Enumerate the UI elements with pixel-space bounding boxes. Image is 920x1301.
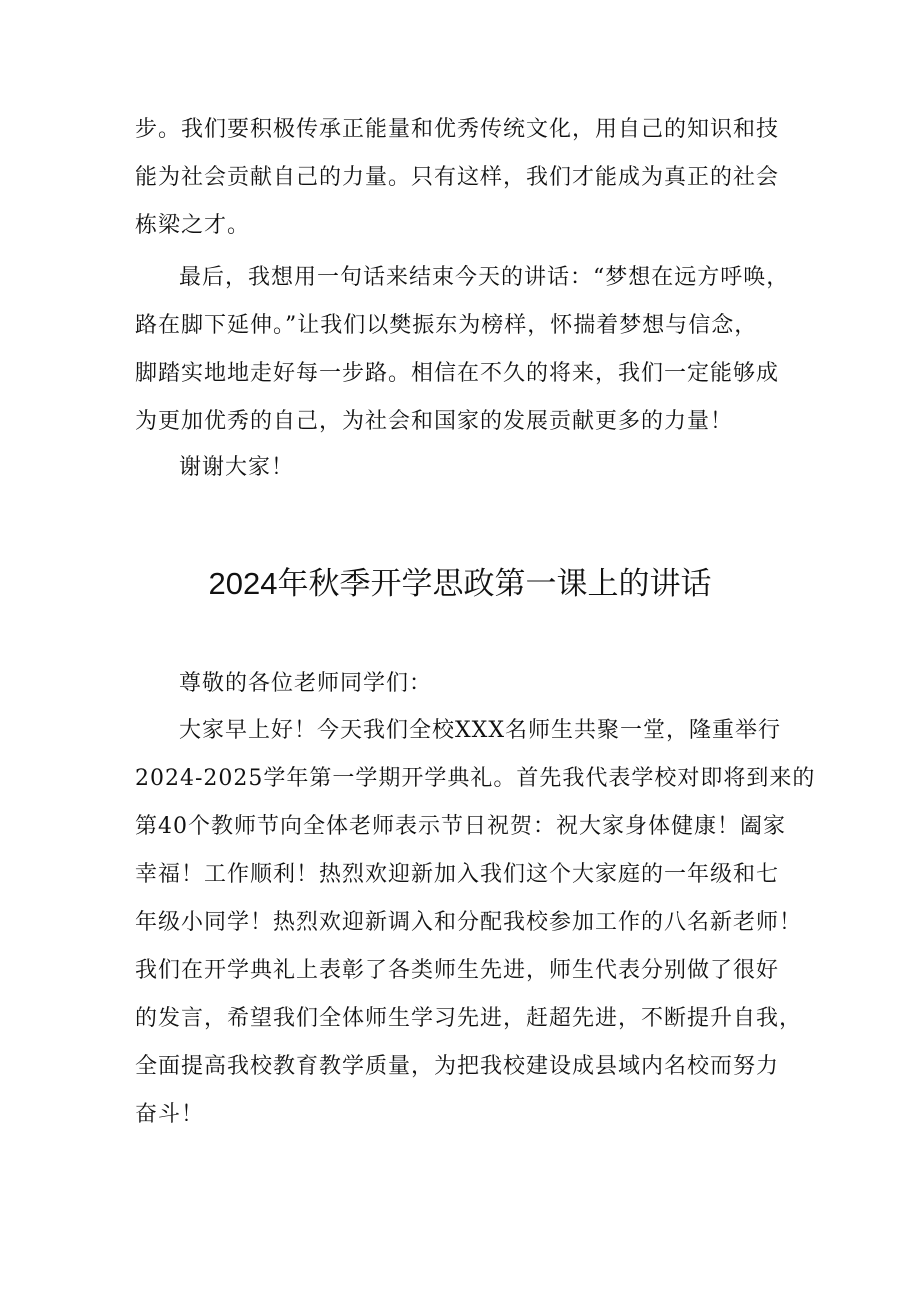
text-line: 全面提高我校教育教学质量，为把我校建设成县域内名校而努力 bbox=[135, 1054, 780, 1079]
text-line: 步。我们要积极传承正能量和优秀传统文化，用自己的知识和技 bbox=[135, 117, 780, 142]
prev-paragraph-1 bbox=[135, 106, 795, 250]
text-line: 最后，我想用一句话来结束今天的讲话：“梦想在远方呼唤， bbox=[179, 265, 790, 290]
text-line: 幸福！工作顺利！热烈欢迎新加入我们这个大家庭的一年级和七 bbox=[135, 862, 780, 887]
text-line: 奋斗！ bbox=[135, 1102, 205, 1127]
text-line: 栋梁之才。 bbox=[135, 213, 251, 238]
body-paragraph bbox=[135, 707, 816, 1139]
text-line: 为更加优秀的自己，为社会和国家的发展贡献更多的力量！ bbox=[135, 409, 734, 434]
prev-paragraph-2 bbox=[135, 254, 795, 446]
text-line: 第40个教师节向全体老师表示节日祝贺：祝大家身体健康！阖家 bbox=[135, 814, 786, 839]
text-line: 2024-2025学年第一学期开学典礼。首先我代表学校对即将到来的 bbox=[135, 766, 816, 791]
text-line: 能为社会贡献自己的力量。只有这样，我们才能成为真正的社会 bbox=[135, 165, 780, 190]
text-line: 大家早上好！今天我们全校XXX名师生共聚一堂，隆重举行 bbox=[179, 718, 781, 743]
text-line: 路在脚下延伸。”让我们以樊振东为榜样，怀揣着梦想与信念， bbox=[135, 313, 758, 338]
prev-closing bbox=[135, 444, 795, 492]
page-title: 2024年秋季开学思政第一课上的讲话 bbox=[208, 566, 712, 601]
salutation bbox=[135, 660, 795, 708]
text-line: 年级小同学！热烈欢迎新调入和分配我校参加工作的八名新老师！ bbox=[135, 910, 803, 935]
text-line: 我们在开学典礼上表彰了各类师生先进，师生代表分别做了很好 bbox=[135, 958, 780, 983]
text-line: 脚踏实地地走好每一步路。相信在不久的将来，我们一定能够成 bbox=[135, 361, 780, 386]
closing-line: 谢谢大家！ bbox=[179, 455, 295, 480]
salutation-line: 尊敬的各位老师同学们： bbox=[179, 671, 433, 696]
text-line: 的发言，希望我们全体师生学习先进，赶超先进，不断提升自我， bbox=[135, 1006, 803, 1031]
